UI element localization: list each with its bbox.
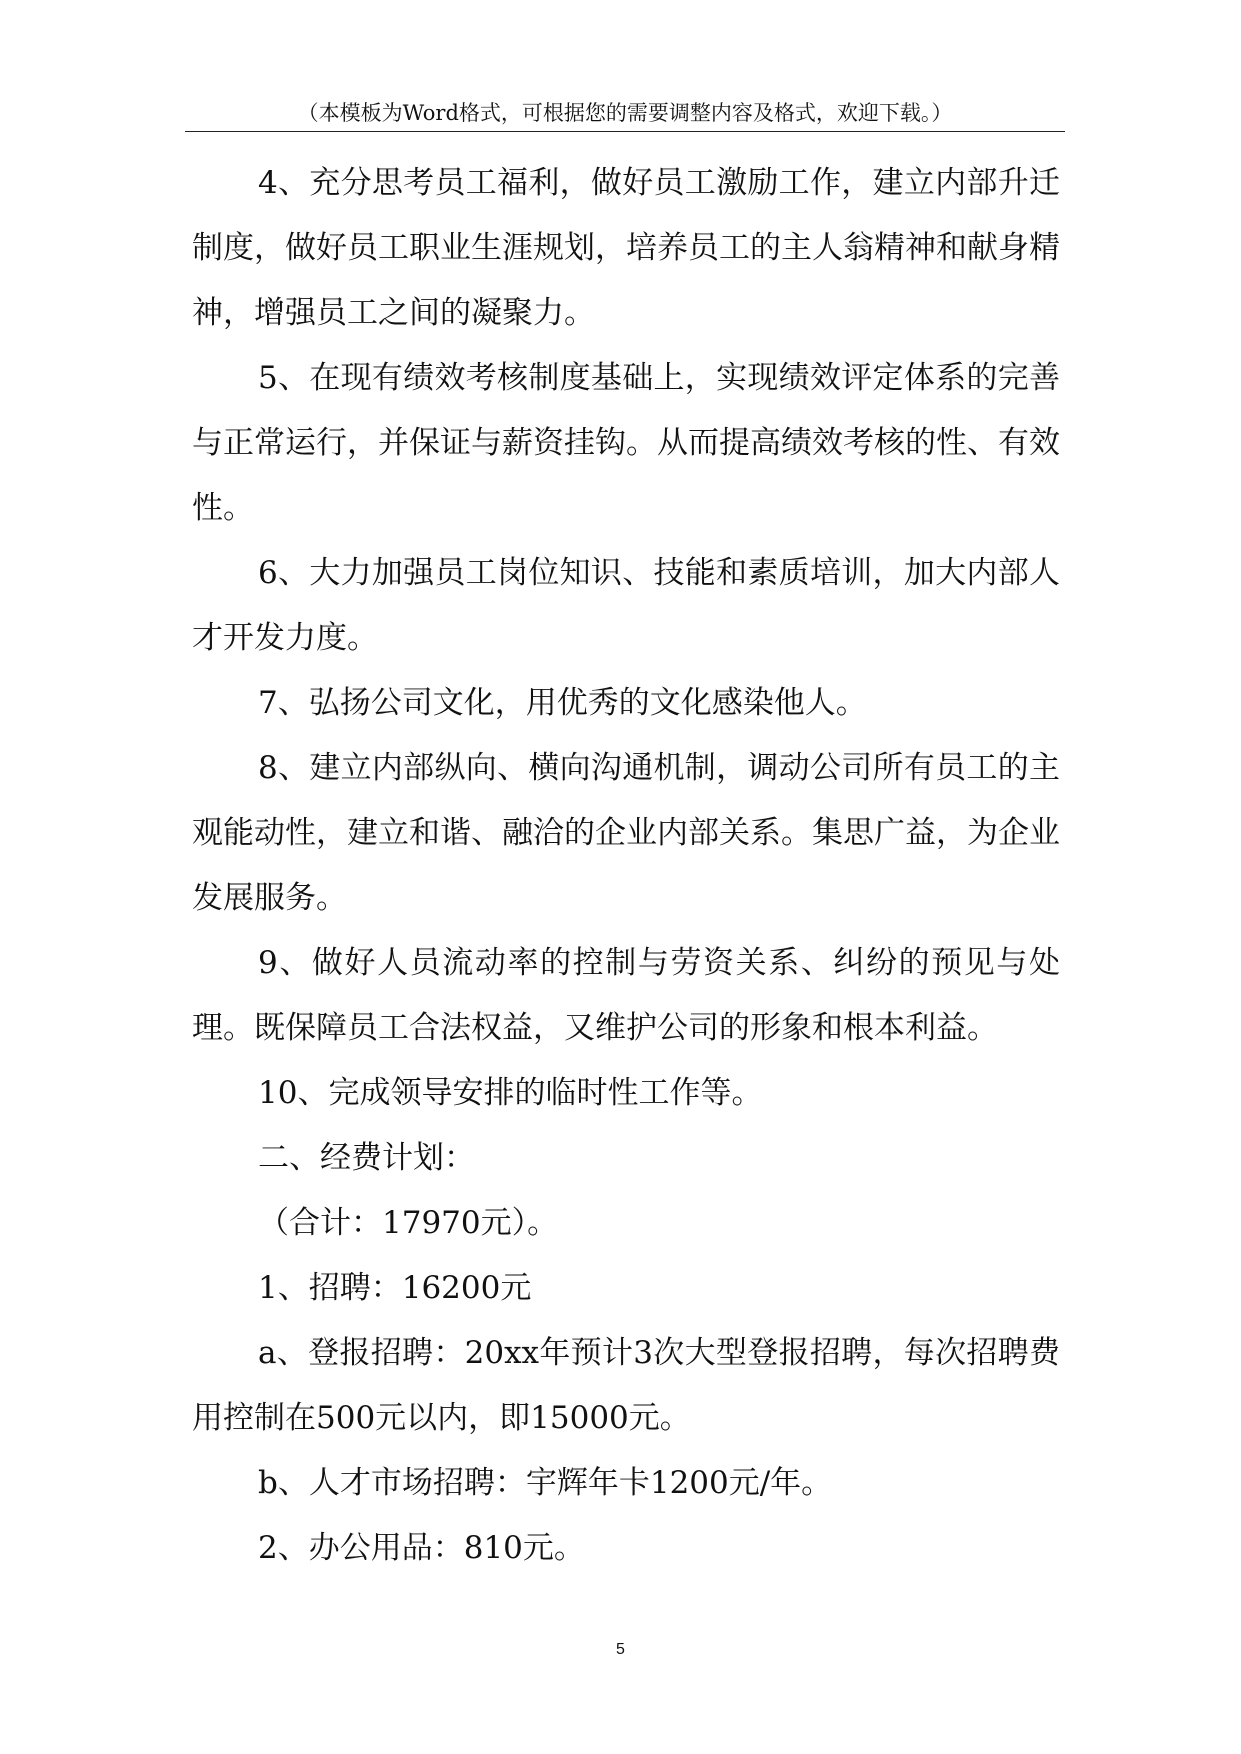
budget-item-office-supplies: 2、办公用品：810元。	[258, 1530, 585, 1566]
budget-subitem-newspaper: a、登报招聘：20xx年预计3次大型登报招聘，每次招聘费用控制在500元以内，即15000元。	[192, 1335, 1060, 1436]
paragraph-item-7: 7、弘扬公司文化，用优秀的文化感染他人。	[258, 685, 867, 721]
paragraph-item-10: 10、完成领导安排的临时性工作等。	[258, 1075, 763, 1111]
section-heading-budget: 二、经费计划：	[258, 1140, 475, 1176]
document-body	[192, 151, 1060, 1581]
budget-item-recruitment: 1、招聘：16200元	[258, 1270, 532, 1306]
budget-total: （合计：17970元）。	[258, 1205, 559, 1241]
paragraph-item-8: 8、建立内部纵向、横向沟通机制，调动公司所有员工的主观能动性，建立和谐、融洽的企业内部关系。集思广益，为企业发展服务。	[192, 750, 1060, 916]
paragraph-item-9: 9、做好人员流动率的控制与劳资关系、纠纷的预见与处理。既保障员工合法权益，又维护公司的形象和根本利益。	[192, 945, 1060, 1046]
paragraph-item-6: 6、大力加强员工岗位知识、技能和素质培训，加大内部人才开发力度。	[192, 555, 1060, 656]
budget-subitem-talent-market: b、人才市场招聘：宇辉年卡1200元/年。	[258, 1465, 833, 1501]
header-note: （本模板为Word格式，可根据您的需要调整内容及格式，欢迎下载。）	[297, 101, 953, 125]
paragraph-item-4: 4、充分思考员工福利，做好员工激励工作，建立内部升迁制度，做好员工职业生涯规划，培养员工的主人翁精神和献身精神，增强员工之间的凝聚力。	[192, 165, 1060, 331]
page-number: 5	[616, 1641, 625, 1658]
paragraph-item-5: 5、在现有绩效考核制度基础上，实现绩效评定体系的完善与正常运行，并保证与薪资挂钩。从而提高绩效考核的性、有效性。	[192, 360, 1060, 526]
header-divider	[185, 131, 1065, 132]
